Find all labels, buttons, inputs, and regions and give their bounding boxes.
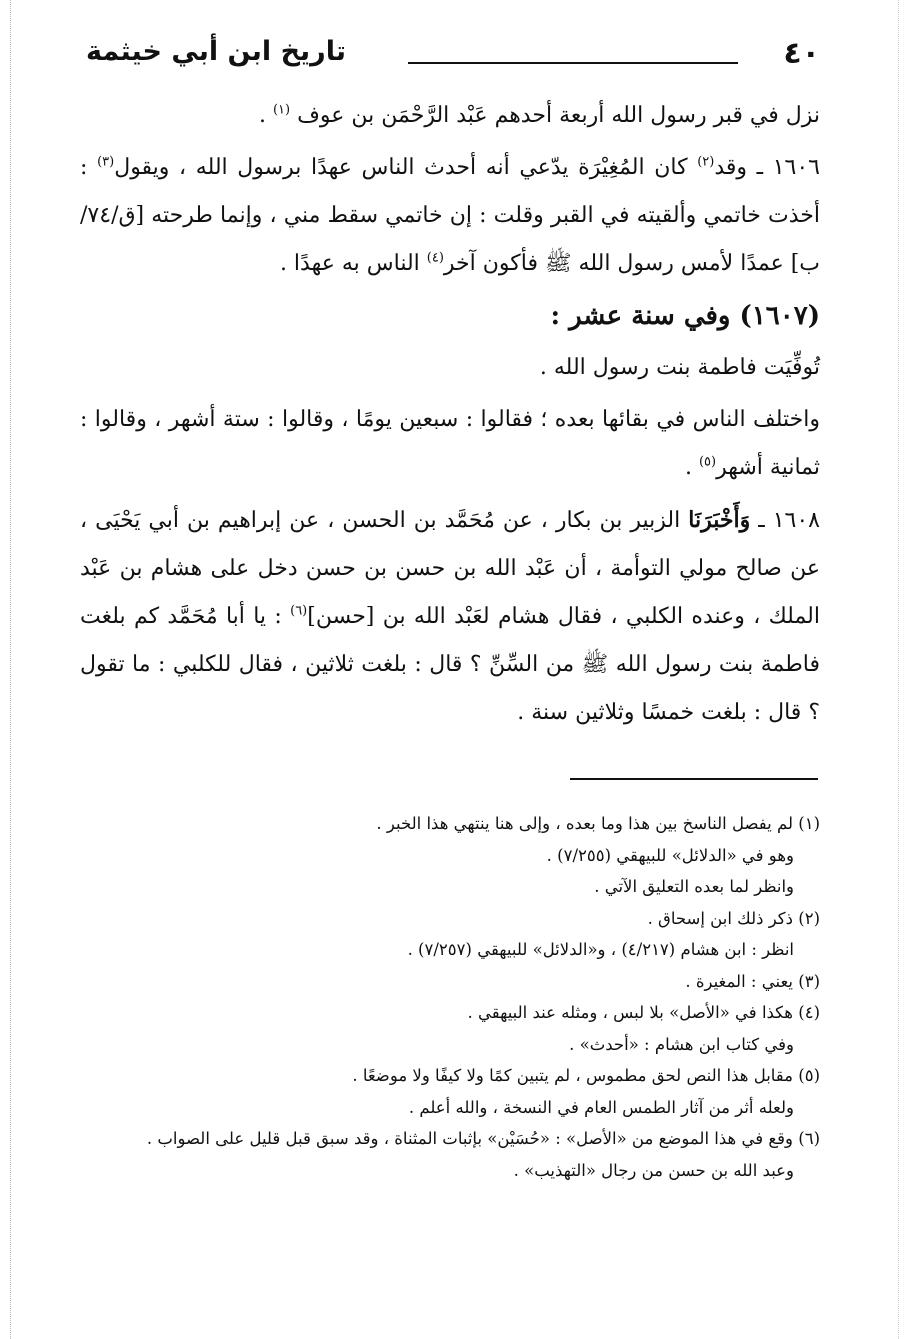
right-margin-dotted-line [898, 0, 899, 1339]
paragraph-1606-part-c: : أخذت خاتمي وألقيته في القبر وقلت : إن خاتمي سقط مني ، وإنما طرحته [ق/٧٤/ب] عمدًا لأمس رسول الله ﷺ فأكون آخر [80, 155, 820, 276]
footnote-ref-1: (١) [272, 102, 291, 118]
footnote-ref-3: (٣) [97, 154, 115, 170]
left-margin-dotted-line [10, 0, 11, 1339]
header-rule [408, 62, 738, 64]
footnote-line: انظر : ابن هشام (٤/٢١٧) ، و«الدلائل» للبيهقي (٧/٢٥٧) . [407, 940, 794, 959]
footnote-ref-6: (٦) [290, 603, 308, 619]
footnote-line: (١) لم يفصل الناسخ بين هذا وما بعده ، وإلى هنا ينتهي هذا الخبر . [376, 814, 820, 833]
page-header [86, 36, 820, 80]
footnote-line: وهو في «الدلائل» للبيهقي (٧/٢٥٥) . [546, 845, 794, 865]
paragraph-1608 [80, 496, 820, 737]
paragraph-1608-part-b: : يا أبا مُحَمَّد كم بلغت فاطمة بنت رسول الله ﷺ من السِّنِّ ؟ قال : بلغت ثلاثين ، فقال للكلبي : ما تقول ؟ قال : بلغت خمسًا وثلاثين سنة . [80, 604, 820, 725]
footnote-separator [570, 778, 818, 780]
akhbarana-word: وَأَخْبَرَنَا [688, 507, 751, 533]
footnote-line: وفي كتاب ابن هشام : «أحدث» . [569, 1034, 794, 1054]
burial-text: نزل في قبر رسول الله أربعة أحدهم عَبْد الرَّحْمَن بن عوف [297, 103, 820, 128]
footnote-line: ولعله أثر من آثار الطمس العام في النسخة ، والله أعلم . [408, 1097, 794, 1117]
footnote-ref-2: (٢) [697, 154, 715, 170]
paragraph-1606-part-a: ١٦٠٦ ـ وقد [714, 155, 820, 180]
fatima-death-line: تُوفِّيَت فاطمة بنت رسول الله . [539, 355, 820, 380]
paragraph-1608-number: ١٦٠٨ ـ [758, 508, 820, 533]
paragraph-burial: نزل في قبر رسول الله أربعة أحدهم عَبْد الرَّحْمَن بن عوف $^{(١)}$ . [258, 102, 820, 128]
footnote-line: وانظر لما بعده التعليق الآتي . [594, 877, 794, 896]
paragraph-1606-part-b: كان المُغِيْرَة يدّعي أنه أحدث الناس عهدًا برسول الله ، ويقول [114, 155, 688, 180]
ikhtilaf-text: واختلف الناس في بقائها بعده ؛ فقالوا : سبعين يومًا ، وقالوا : ستة أشهر ، وقالوا : ثمانية أشهر [80, 407, 820, 480]
paragraph-1606 [80, 144, 820, 288]
footnote-line: (٦) وقع في هذا الموضع من «الأصل» : «حُسَيْن» بإثبات المثناة ، وقد سبق قبل قليل على الصواب . [146, 1129, 820, 1148]
footnote-line: (٢) ذكر ذلك ابن إسحاق . [647, 908, 820, 928]
footnotes [80, 808, 820, 1186]
paragraph-1608-part-a: الزبير بن بكار ، عن مُحَمَّد بن الحسن ، عن إبراهيم بن أبي يَحْيَى ، عن صالح مولي التوأمة ، أن عَبْد الله بن حسن بن حسن دخل على هشام بن عَبْد الملك ، وعنده الكلبي ، فقال هشام لعَبْد الله بن [حسن] [80, 508, 820, 629]
book-title: تاريخ ابن أبي خيثمة [86, 36, 346, 67]
paragraph-1606-part-d: الناس به عهدًا . [279, 251, 420, 276]
footnote-line: (٥) مقابل هذا النص لحق مطموس ، لم يتبين كمًا ولا كيفًا ولا موضعًا . [352, 1066, 820, 1085]
footnote-ref-4: (٤) [426, 250, 444, 266]
year-heading-1607: (١٦٠٧) وفي سنة عشر : [550, 301, 820, 331]
main-text [80, 92, 820, 741]
page-number: ٤٠ [783, 36, 820, 71]
footnote-line: (٣) يعني : المغيرة . [685, 971, 820, 991]
footnote-line: وعبد الله بن حسن من رجال «التهذيب» . [513, 1160, 794, 1180]
footnote-line: (٤) هكذا في «الأصل» بلا لبس ، ومثله عند البيهقي . [467, 1003, 820, 1022]
footnote-ref-5: (٥) [698, 454, 717, 470]
paragraph-ikhtilaf: واختلف الناس في بقائها بعده ؛ فقالوا : سبعين يومًا ، وقالوا : ستة أشهر ، وقالوا : ثمانية أشهر$^{(٥)}$ . [80, 407, 820, 480]
